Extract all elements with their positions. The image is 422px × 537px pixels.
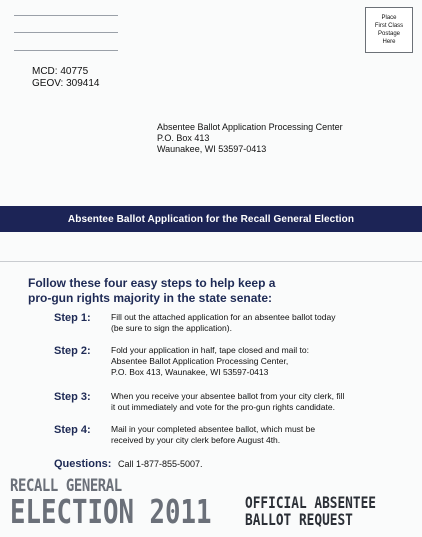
step-3 <box>54 391 399 413</box>
step-line: received by your city clerk before August 4th. <box>111 435 281 445</box>
step-2 <box>54 345 399 378</box>
step-line: it out immediately and vote for the pro-gun rights candidate. <box>111 402 335 412</box>
headline-line: Follow these four easy steps to help keep a <box>28 276 276 290</box>
mailing-address <box>157 122 343 155</box>
address-name: Absentee Ballot Application Processing Center <box>157 122 343 132</box>
election-title <box>10 476 268 531</box>
address-line1: P.O. Box 413 <box>157 133 210 143</box>
geov-code: GEOV: 309414 <box>32 78 100 89</box>
step-line: P.O. Box 413, Waunakee, WI 53597-0413 <box>111 367 269 377</box>
step-text <box>111 345 309 378</box>
stamp-line: First Class <box>374 23 404 29</box>
mcd-code: MCD: 40775 <box>32 66 89 77</box>
title-banner <box>0 206 422 232</box>
stamp-line: Postage <box>377 31 401 37</box>
step-label: Step 2: <box>54 345 91 357</box>
step-text <box>111 391 344 413</box>
recall-general-text: RECALL GENERAL <box>10 476 122 496</box>
step-line: Mail in your completed absentee ballot, which must be <box>111 424 316 434</box>
step-label: Step 3: <box>54 391 91 403</box>
ballot-request-text: BALLOT REQUEST <box>245 510 353 529</box>
step-1 <box>54 312 399 334</box>
step-line: Absentee Ballot Application Processing Center, <box>111 356 289 366</box>
address-line2: Waunakee, WI 53597-0413 <box>157 144 267 154</box>
step-line: When you receive your absentee ballot from your city clerk, fill <box>111 391 345 401</box>
stamp-line: Here <box>382 39 396 45</box>
questions-label: Questions: <box>54 458 112 470</box>
fold-line <box>0 261 422 262</box>
election-2011-text: ELECTION 2011 <box>10 492 212 531</box>
headline <box>28 276 398 306</box>
official-absentee-text: OFFICIAL ABSENTEE <box>245 493 377 512</box>
step-label: Step 1: <box>54 312 91 324</box>
step-line: Fold your application in half, tape closed and mail to: <box>111 345 309 355</box>
return-address-line <box>14 32 118 33</box>
step-line: Fill out the attached application for an absentee ballot today <box>111 312 336 322</box>
step-label: Step 4: <box>54 424 91 436</box>
step-text <box>111 424 315 446</box>
banner-text: Absentee Ballot Application for the Recall General Election <box>67 213 355 225</box>
district-codes <box>32 66 99 90</box>
step-4 <box>54 424 399 446</box>
headline-line: pro-gun rights majority in the state senate: <box>28 291 273 305</box>
return-address-line <box>14 50 118 51</box>
postage-stamp-box <box>365 7 413 53</box>
questions-line <box>54 458 203 470</box>
stamp-line: Place <box>381 15 397 21</box>
questions-phone: Call 1-877-855-5007. <box>117 459 203 469</box>
step-line: (be sure to sign the application). <box>111 323 232 333</box>
step-text <box>111 312 335 334</box>
return-address-line <box>14 15 118 16</box>
official-request-title <box>245 494 409 528</box>
